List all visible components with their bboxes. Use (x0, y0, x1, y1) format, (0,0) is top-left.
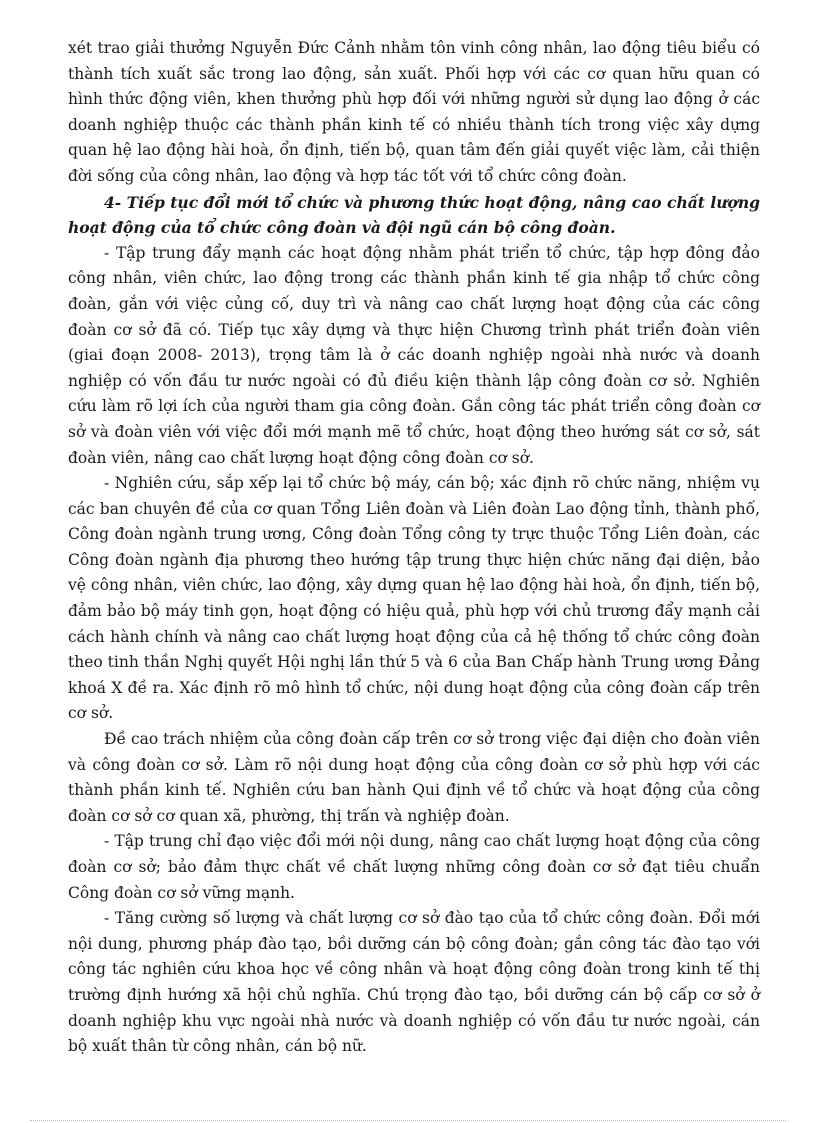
paragraph-training-capacity: - Tăng cường số lượng và chất lượng cơ sở đào tạo của tổ chức công đoàn. Đổi mới nội dung, phương pháp đào tạo, bồi dưỡng cán bộ công đoàn; gắn công tác đào tạo với công tác nghiên cứu khoa học về công nhân và hoạt động công đoàn trong kinh tế thị trường định hướng xã hội chủ nghĩa. Chú trọng đào tạo, bồi dưỡng cán bộ cấp cơ sở ở doanh nghiệp khu vực ngoài nhà nước và doanh nghiệp có vốn đầu tư nước ngoài, cán bộ xuất thân từ công nhân, cán bộ nữ. (68, 909, 760, 1056)
paragraph-upper-level-responsibility: Đề cao trách nhiệm của công đoàn cấp trên cơ sở trong việc đại diện cho đoàn viên và công đoàn cơ sở. Làm rõ nội dung hoạt động của công đoàn cơ sở phù hợp với các thành phần kinh tế. Nghiên cứu ban hành Qui định về tổ chức và hoạt động của công đoàn cơ sở cơ quan xã, phường, thị trấn và nghiệp đoàn. (68, 730, 760, 825)
section-heading-4: 4- Tiếp tục đổi mới tổ chức và phương thức hoạt động, nâng cao chất lượng hoạt động của tổ chức công đoàn và đội ngũ cán bộ công đoàn. (68, 192, 760, 238)
page-bottom-divider (30, 1120, 786, 1121)
document-page (68, 36, 760, 1060)
paragraph-awards-continuation: xét trao giải thưởng Nguyễn Đức Cảnh nhằm tôn vinh công nhân, lao động tiêu biểu có thành tích xuất sắc trong lao động, sản xuất. Phối hợp với các cơ quan hữu quan có hình thức động viên, khen thưởng phù hợp đối với những người sử dụng lao động ở các doanh nghiệp thuộc các thành phần kinh tế có nhiều thành tích trong việc xây dựng quan hệ lao động hài hoà, ổn định, tiến bộ, quan tâm đến giải quyết việc làm, cải thiện đời sống của công nhân, lao động và hợp tác tốt với tổ chức công đoàn. (68, 39, 760, 185)
paragraph-grassroots-quality: - Tập trung chỉ đạo việc đổi mới nội dung, nâng cao chất lượng hoạt động của công đoàn cơ sở; bảo đảm thực chất về chất lượng những công đoàn cơ sở đạt tiêu chuẩn Công đoàn cơ sở vững mạnh. (68, 832, 760, 902)
paragraph-organization-development: - Tập trung đẩy mạnh các hoạt động nhằm phát triển tổ chức, tập hợp đông đảo công nhân, viên chức, lao động trong các thành phần kinh tế gia nhập tổ chức công đoàn, gắn với việc củng cố, duy trì và nâng cao chất lượng hoạt động của các công đoàn cơ sở đã có. Tiếp tục xây dựng và thực hiện Chương trình phát triển đoàn viên (giai đoạn 2008- 2013), trọng tâm là ở các doanh nghiệp ngoài nhà nước và doanh nghiệp có vốn đầu tư nước ngoài có đủ điều kiện thành lập công đoàn cơ sở. Nghiên cứu làm rõ lợi ích của người tham gia công đoàn. Gắn công tác phát triển công đoàn cơ sở và đoàn viên với việc đổi mới mạnh mẽ tổ chức, hoạt động theo hướng sát cơ sở, sát đoàn viên, nâng cao chất lượng hoạt động công đoàn cơ sở. (68, 243, 760, 467)
paragraph-restructuring-apparatus: - Nghiên cứu, sắp xếp lại tổ chức bộ máy, cán bộ; xác định rõ chức năng, nhiệm vụ các ban chuyên đề của cơ quan Tổng Liên đoàn và Liên đoàn Lao động tỉnh, thành phố, Công đoàn ngành trung ương, Công đoàn Tổng công ty trực thuộc Tổng Liên đoàn, các Công đoàn ngành địa phương theo hướng tập trung thực hiện chức năng đại diện, bảo vệ công nhân, viên chức, lao động, xây dựng quan hệ lao động hài hoà, ổn định, tiến bộ, đảm bảo bộ máy tinh gọn, hoạt động có hiệu quả, phù hợp với chủ trương đẩy mạnh cải cách hành chính và nâng cao chất lượng hoạt động của cả hệ thống tổ chức công đoàn theo tinh thần Nghị quyết Hội nghị lần thứ 5 và 6 của Ban Chấp hành Trung ương Đảng khoá X đề ra. Xác định rõ mô hình tổ chức, nội dung hoạt động của công đoàn cấp trên cơ sở. (68, 474, 760, 723)
